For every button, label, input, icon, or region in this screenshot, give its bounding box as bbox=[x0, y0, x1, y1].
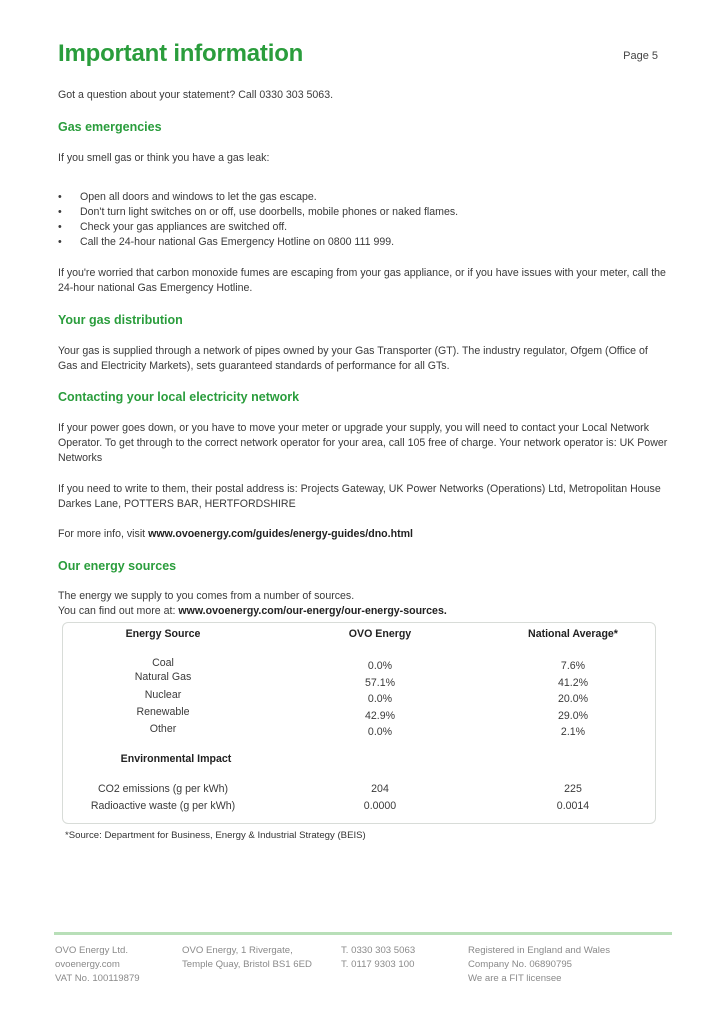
footer-phone-2: T. 0117 9303 100 bbox=[341, 959, 415, 970]
footer-divider bbox=[54, 932, 672, 935]
footer-fit: We are a FIT licensee bbox=[468, 973, 562, 984]
list-item: • Open all doors and windows to let the gas escape. bbox=[58, 190, 678, 205]
gas-emergency-list bbox=[58, 190, 678, 250]
gas-emergencies-lead: If you smell gas or think you have a gas leak: bbox=[58, 152, 270, 164]
page-number: Page 5 bbox=[623, 50, 658, 62]
row-label-nuclear: Nuclear bbox=[144, 689, 182, 701]
gas-emergencies-note: If you're worried that carbon monoxide fumes are escaping from your gas appliance, or if you have issues with your meter, call the 24-hour national Gas Emergency Hotline. bbox=[58, 267, 666, 294]
row-label-other: Other bbox=[149, 723, 177, 735]
footer-company-name: OVO Energy Ltd. bbox=[55, 945, 129, 956]
footer-website[interactable]: ovoenergy.com bbox=[55, 959, 120, 970]
list-item: • Check your gas appliances are switched off. bbox=[58, 220, 678, 235]
header-energy-source: Energy Source bbox=[125, 628, 201, 640]
page-title: Important information bbox=[58, 40, 304, 67]
header-ovo-energy: OVO Energy bbox=[348, 628, 412, 640]
footer-registration bbox=[468, 944, 610, 986]
sources-prefix: You can find out more at: bbox=[58, 605, 179, 617]
environmental-impact-heading: Environmental Impact bbox=[120, 753, 232, 765]
row-ovo-radioactive: 0.0000 bbox=[363, 800, 397, 812]
row-ovo-renewable: 42.9% bbox=[364, 710, 396, 722]
gas-distribution-body: Your gas is supplied through a network of pipes owned by your Gas Transporter (GT). The industry regulator, Ofgem (Office of Gas and Electricity Markets), sets guaranteed standards of performance for all GTs. bbox=[58, 345, 648, 372]
intro-text: Got a question about your statement? Call 0330 303 5063. bbox=[58, 89, 334, 101]
row-label-coal: Coal bbox=[152, 657, 174, 669]
footer-vat: VAT No. 100119879 bbox=[55, 973, 140, 984]
footer-address-line-2: Temple Quay, Bristol BS1 6ED bbox=[182, 959, 312, 970]
row-national-co2: 225 bbox=[564, 783, 582, 795]
footer-company-no: Company No. 06890795 bbox=[468, 959, 573, 970]
list-item: • Don't turn light switches on or off, use doorbells, mobile phones or naked flames. bbox=[58, 205, 678, 220]
source-note: *Source: Department for Business, Energy & Industrial Strategy (BEIS) bbox=[65, 830, 366, 841]
row-ovo-nuclear: 0.0% bbox=[367, 693, 393, 705]
more-info-prefix: For more info, visit bbox=[58, 528, 149, 540]
row-ovo-other: 0.0% bbox=[367, 726, 393, 738]
row-label-radioactive: Radioactive waste (g per kWh) bbox=[90, 800, 236, 812]
energy-sources-line-1: The energy we supply to you comes from a number of sources. bbox=[58, 590, 355, 602]
row-national-renewable: 29.0% bbox=[557, 710, 589, 722]
row-label-co2: CO2 emissions (g per kWh) bbox=[97, 783, 229, 795]
gas-distribution-heading: Your gas distribution bbox=[58, 313, 183, 327]
electricity-network-body-1: If your power goes down, or you have to move your meter or upgrade your supply, you will need to contact your Local Network Operator. To get through to the correct network operator for your area, call 105 free of charge. Your network operator is: UK Power Networks bbox=[58, 422, 668, 464]
electricity-network-body-2: If you need to write to them, their postal address is: Projects Gateway, UK Power Networks (Operations) Ltd, Metropolitan House Darkes Lane, POTTERS BAR, HERTFORDSHIRE bbox=[58, 483, 661, 510]
footer-registered: Registered in England and Wales bbox=[468, 945, 611, 956]
dno-link[interactable]: www.ovoenergy.com/guides/energy-guides/dno.html bbox=[148, 528, 413, 540]
footer-company bbox=[55, 944, 140, 986]
footer-phones bbox=[341, 944, 415, 972]
row-national-coal: 7.6% bbox=[560, 660, 586, 672]
energy-sources-table bbox=[62, 622, 656, 824]
row-national-radioactive: 0.0014 bbox=[556, 800, 590, 812]
row-label-renewable: Renewable bbox=[136, 706, 190, 718]
energy-sources-link[interactable]: www.ovoenergy.com/our-energy/our-energy-sources. bbox=[178, 605, 447, 617]
footer-address-line-1: OVO Energy, 1 Rivergate, bbox=[182, 945, 293, 956]
header-national-average: National Average* bbox=[528, 628, 618, 640]
energy-sources-line-2 bbox=[58, 604, 670, 619]
gas-emergencies-heading: Gas emergencies bbox=[58, 120, 162, 134]
row-national-nuclear: 20.0% bbox=[557, 693, 589, 705]
row-label-natural-gas: Natural Gas bbox=[134, 671, 192, 683]
list-item: • Call the 24-hour national Gas Emergency Hotline on 0800 111 999. bbox=[58, 235, 678, 250]
electricity-more-info bbox=[58, 527, 670, 542]
energy-sources-heading: Our energy sources bbox=[58, 559, 177, 573]
row-ovo-coal: 0.0% bbox=[367, 660, 393, 672]
row-national-other: 2.1% bbox=[560, 726, 586, 738]
row-ovo-co2: 204 bbox=[371, 783, 389, 795]
row-ovo-natural-gas: 57.1% bbox=[364, 677, 396, 689]
footer-address bbox=[182, 944, 312, 972]
electricity-network-heading: Contacting your local electricity network bbox=[58, 390, 300, 404]
footer-phone-1: T. 0330 303 5063 bbox=[341, 945, 416, 956]
row-national-natural-gas: 41.2% bbox=[557, 677, 589, 689]
